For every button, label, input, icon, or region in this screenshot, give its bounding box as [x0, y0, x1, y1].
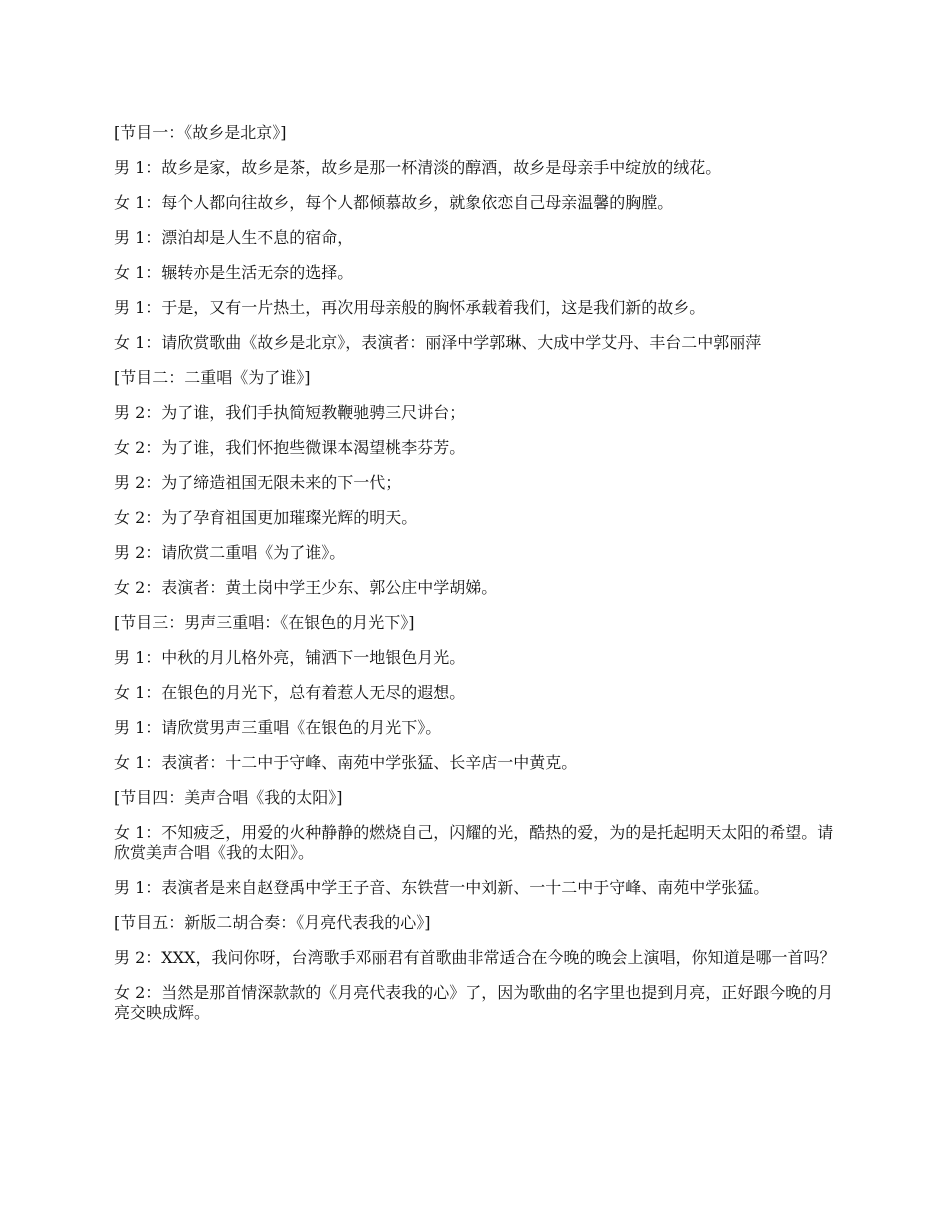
dialogue-line: 男 1：请欣赏男声三重唱《在银色的月光下》。 — [114, 718, 442, 737]
program-heading-4: [节目四：美声合唱《我的太阳》] — [114, 788, 343, 807]
dialogue-line: 男 1：故乡是家，故乡是茶，故乡是那一杯清淡的醇酒，故乡是母亲手中绽放的绒花。 — [114, 158, 722, 177]
dialogue-line: 女 1：不知疲乏，用爱的火种静静的燃烧自己，闪耀的光，酷热的爱，为的是托起明天太阳的希望。请欣赏美声合唱《我的太阳》。 — [114, 823, 834, 862]
dialogue-line: 女 1：表演者：十二中于守峰、南苑中学张猛、长辛店一中黄克。 — [114, 753, 578, 772]
dialogue-line: 女 2：为了孕育祖国更加璀璨光辉的明天。 — [114, 508, 418, 527]
dialogue-line: 男 2：XXX，我问你呀，台湾歌手邓丽君有首歌曲非常适合在今晚的晚会上演唱，你知道是哪一首吗？ — [114, 948, 836, 967]
dialogue-line: 男 2：请欣赏二重唱《为了谁》。 — [114, 543, 346, 562]
program-heading-3: [节目三：男声三重唱：《在银色的月光下》] — [114, 613, 415, 632]
dialogue-line: 女 1：请欣赏歌曲《故乡是北京》，表演者：丽泽中学郭琳、大成中学艾丹、丰台二中郭丽萍 — [114, 333, 762, 352]
dialogue-line: 女 2：当然是那首情深款款的《月亮代表我的心》了，因为歌曲的名字里也提到月亮，正好跟今晚的月亮交映成辉。 — [114, 983, 834, 1022]
dialogue-line: 男 1：中秋的月儿格外亮，铺洒下一地银色月光。 — [114, 648, 466, 667]
program-heading-2: [节目二：二重唱《为了谁》] — [114, 368, 311, 387]
program-heading-1: [节目一：《故乡是北京》] — [114, 123, 287, 142]
dialogue-line: 男 1：表演者是来自赵登禹中学王子音、东铁营一中刘新、一十二中于守峰、南苑中学张猛。 — [114, 878, 770, 897]
dialogue-line: 男 2：为了缔造祖国无限未来的下一代； — [114, 473, 402, 492]
program-heading-5: [节目五：新版二胡合奏：《月亮代表我的心》] — [114, 913, 431, 932]
dialogue-line: 男 2：为了谁，我们手执简短教鞭驰骋三尺讲台； — [114, 403, 466, 422]
dialogue-line: 女 2：表演者：黄土岗中学王少东、郭公庄中学胡娣。 — [114, 578, 498, 597]
dialogue-line: 女 2：为了谁，我们怀抱些微课本渴望桃李芬芳。 — [114, 438, 466, 457]
dialogue-line: 女 1：在银色的月光下，总有着惹人无尽的遐想。 — [114, 683, 466, 702]
document-body — [114, 123, 838, 1038]
dialogue-line: 男 1：于是，又有一片热土，再次用母亲般的胸怀承载着我们，这是我们新的故乡。 — [114, 298, 706, 317]
dialogue-line: 女 1：辗转亦是生活无奈的选择。 — [114, 263, 354, 282]
dialogue-line: 女 1：每个人都向往故乡，每个人都倾慕故乡，就象依恋自己母亲温馨的胸膛。 — [114, 193, 674, 212]
dialogue-line: 男 1：漂泊却是人生不息的宿命， — [114, 228, 354, 247]
